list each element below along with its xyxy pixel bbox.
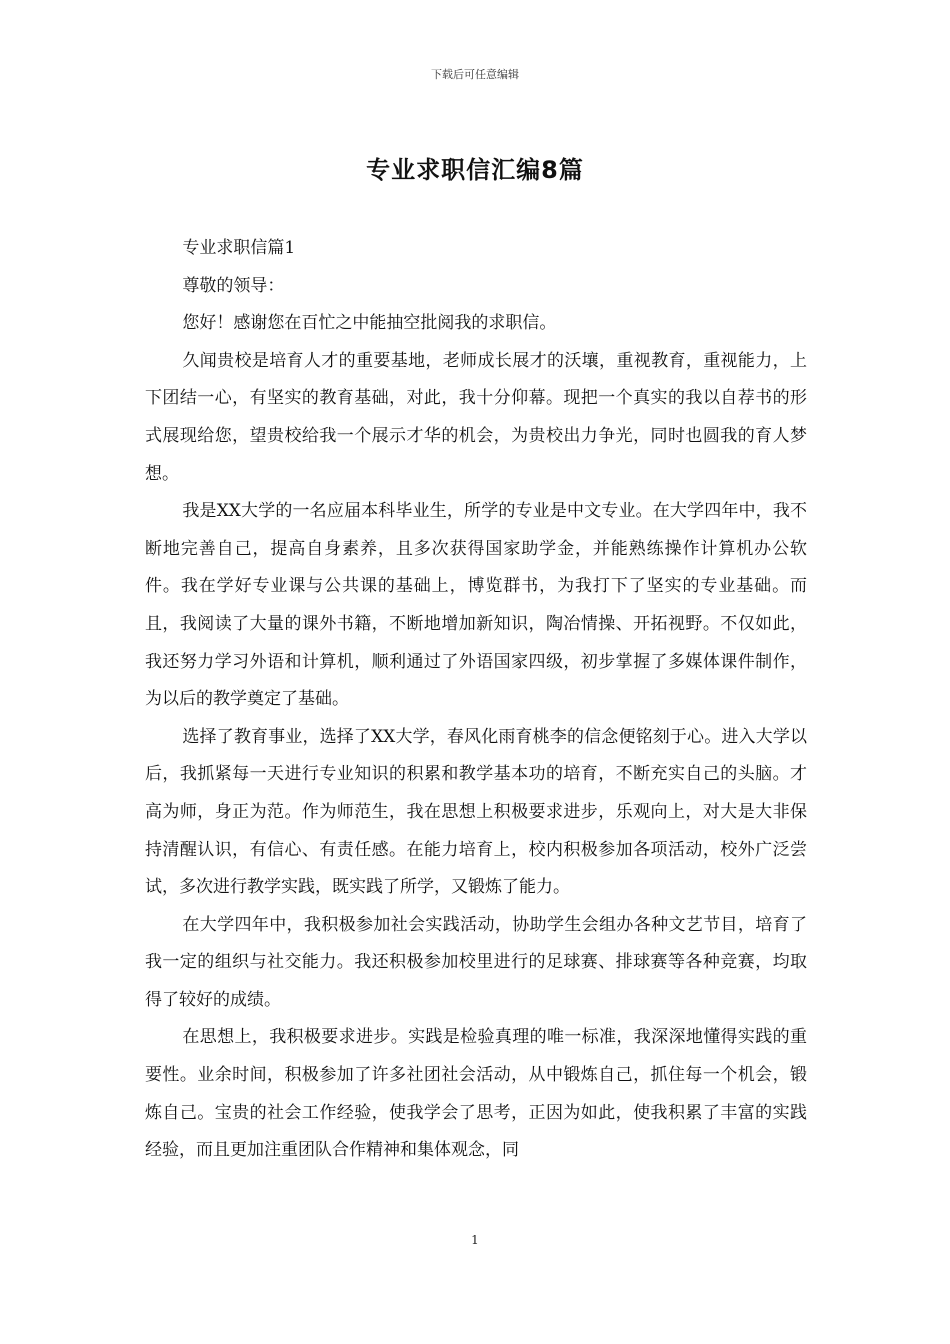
header-note: 下载后可任意编辑 <box>431 68 519 81</box>
body-paragraph: 选择了教育事业，选择了XX大学，春风化雨育桃李的信念便铭刻于心。进入大学以后，我抓紧每一天进行专业知识的积累和教学基本功的培育，不断充实自己的头脑。才高为师，身正为范。作为师范生，我在思想上积极要求进步，乐观向上，对大是大非保持清醒认识，有信心、有责任感。在能力培育上，校内积极参加各项活动，校外广泛尝试，多次进行教学实践，既实践了所学，又锻炼了能力。 <box>145 726 807 898</box>
salutation: 尊敬的领导： <box>182 275 285 296</box>
body-paragraph: 在大学四年中，我积极参加社会实践活动，协助学生会组办各种文艺节目，培育了我一定的组织与社交能力。我还积极参加校里进行的足球赛、排球赛等各种竞赛，均取得了较好的成绩。 <box>145 914 807 1010</box>
section-heading: 专业求职信篇1 <box>182 238 296 258</box>
body-paragraph: 久闻贵校是培育人才的重要基地，老师成长展才的沃壤，重视教育，重视能力，上下团结一心，有坚实的教育基础，对此，我十分仰幕。现把一个真实的我以自荐书的形式展现给您，望贵校给我一个展示才华的机会，为贵校出力争光，同时也圆我的育人梦想。 <box>145 350 807 484</box>
page-number: 1 <box>471 1233 479 1247</box>
body-paragraph: 在思想上，我积极要求进步。实践是检验真理的唯一标准，我深深地懂得实践的重要性。业余时间，积极参加了许多社团社会活动，从中锻炼自己，抓住每一个机会，锻炼自己。宝贵的社会工作经验，使我学会了思考，正因为如此，使我积累了丰富的实践经验，而且更加注重团队合作精神和集体观念，同 <box>145 1027 807 1161</box>
greeting-paragraph: 您好！感谢您在百忙之中能抽空批阅我的求职信。 <box>182 313 557 334</box>
document-title: 专业求职信汇编8篇 <box>366 156 584 184</box>
body-paragraph: 我是XX大学的一名应届本科毕业生，所学的专业是中文专业。在大学四年中，我不断地完善自己，提高自身素养，且多次获得国家助学金，并能熟练操作计算机办公软件。我在学好专业课与公共课的基础上，博览群书，为我打下了坚实的专业基础。而且，我阅读了大量的课外书籍，不断地增加新知识，陶冶情操、开拓视野。不仅如此，我还努力学习外语和计算机，顺利通过了外语国家四级，初步掌握了多媒体课件制作，为以后的教学奠定了基础。 <box>145 501 807 710</box>
document-body <box>145 230 807 1170</box>
